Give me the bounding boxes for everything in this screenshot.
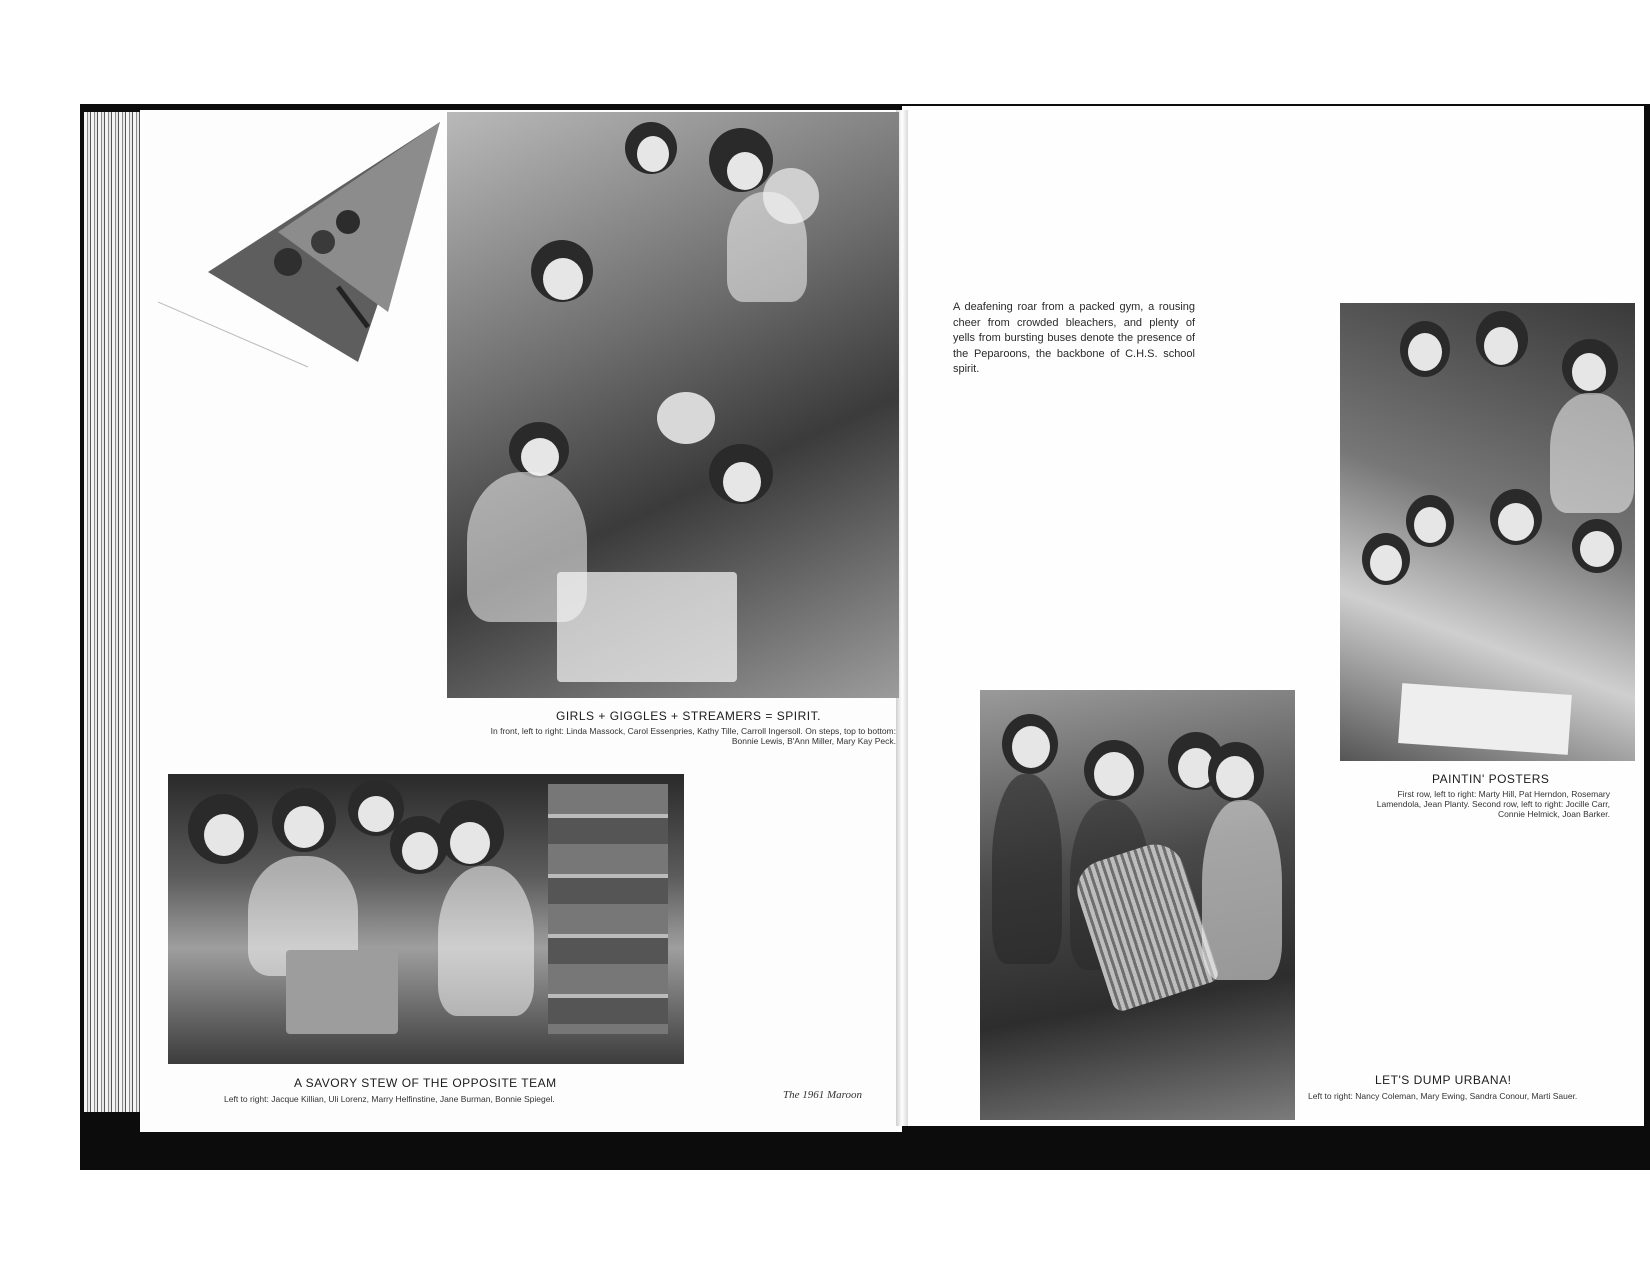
urbana-caption-title: LET'S DUMP URBANA!	[1375, 1073, 1512, 1087]
photo-urbana	[980, 690, 1295, 1120]
streamers-caption-title: GIRLS + GIGGLES + STREAMERS = SPIRIT.	[556, 709, 821, 723]
stew-caption-names: Left to right: Jacque Killian, Uli Lorenz, Marry Helfinstine, Jane Burman, Bonnie Spiegel.	[224, 1094, 555, 1104]
streamers-caption-names: In front, left to right: Linda Massock, Carol Essenpries, Kathy Tille, Carroll Ingersoll. On steps, top to bottom: Bonnie Lewis, B'Ann Miller, Mary Kay Peck.	[490, 726, 896, 746]
posters-caption-title: PAINTIN' POSTERS	[1432, 772, 1550, 786]
intro-paragraph: A deafening roar from a packed gym, a rousing cheer from crowded bleachers, and plenty of yells from bursting buses denote the presence of the Peparoons, the backbone of C.H.S. school spirit.	[953, 301, 1195, 375]
posters-caption-names: First row, left to right: Marty Hill, Pat Herndon, Rosemary Lamendola, Jean Planty. Second row, left to right: Jocille Carr, Connie Helmick, Joan Barker.	[1376, 789, 1610, 819]
stew-caption-title: A SAVORY STEW OF THE OPPOSITE TEAM	[294, 1076, 557, 1090]
yearbook-signature: The 1961 Maroon	[783, 1089, 863, 1101]
corner-cropped-photo	[158, 112, 448, 372]
photo-posters	[1340, 303, 1635, 761]
photo-streamers	[447, 112, 899, 698]
photo-stew	[168, 774, 684, 1064]
urbana-caption-names: Left to right: Nancy Coleman, Mary Ewing, Sandra Conour, Marti Sauer.	[1308, 1091, 1578, 1101]
